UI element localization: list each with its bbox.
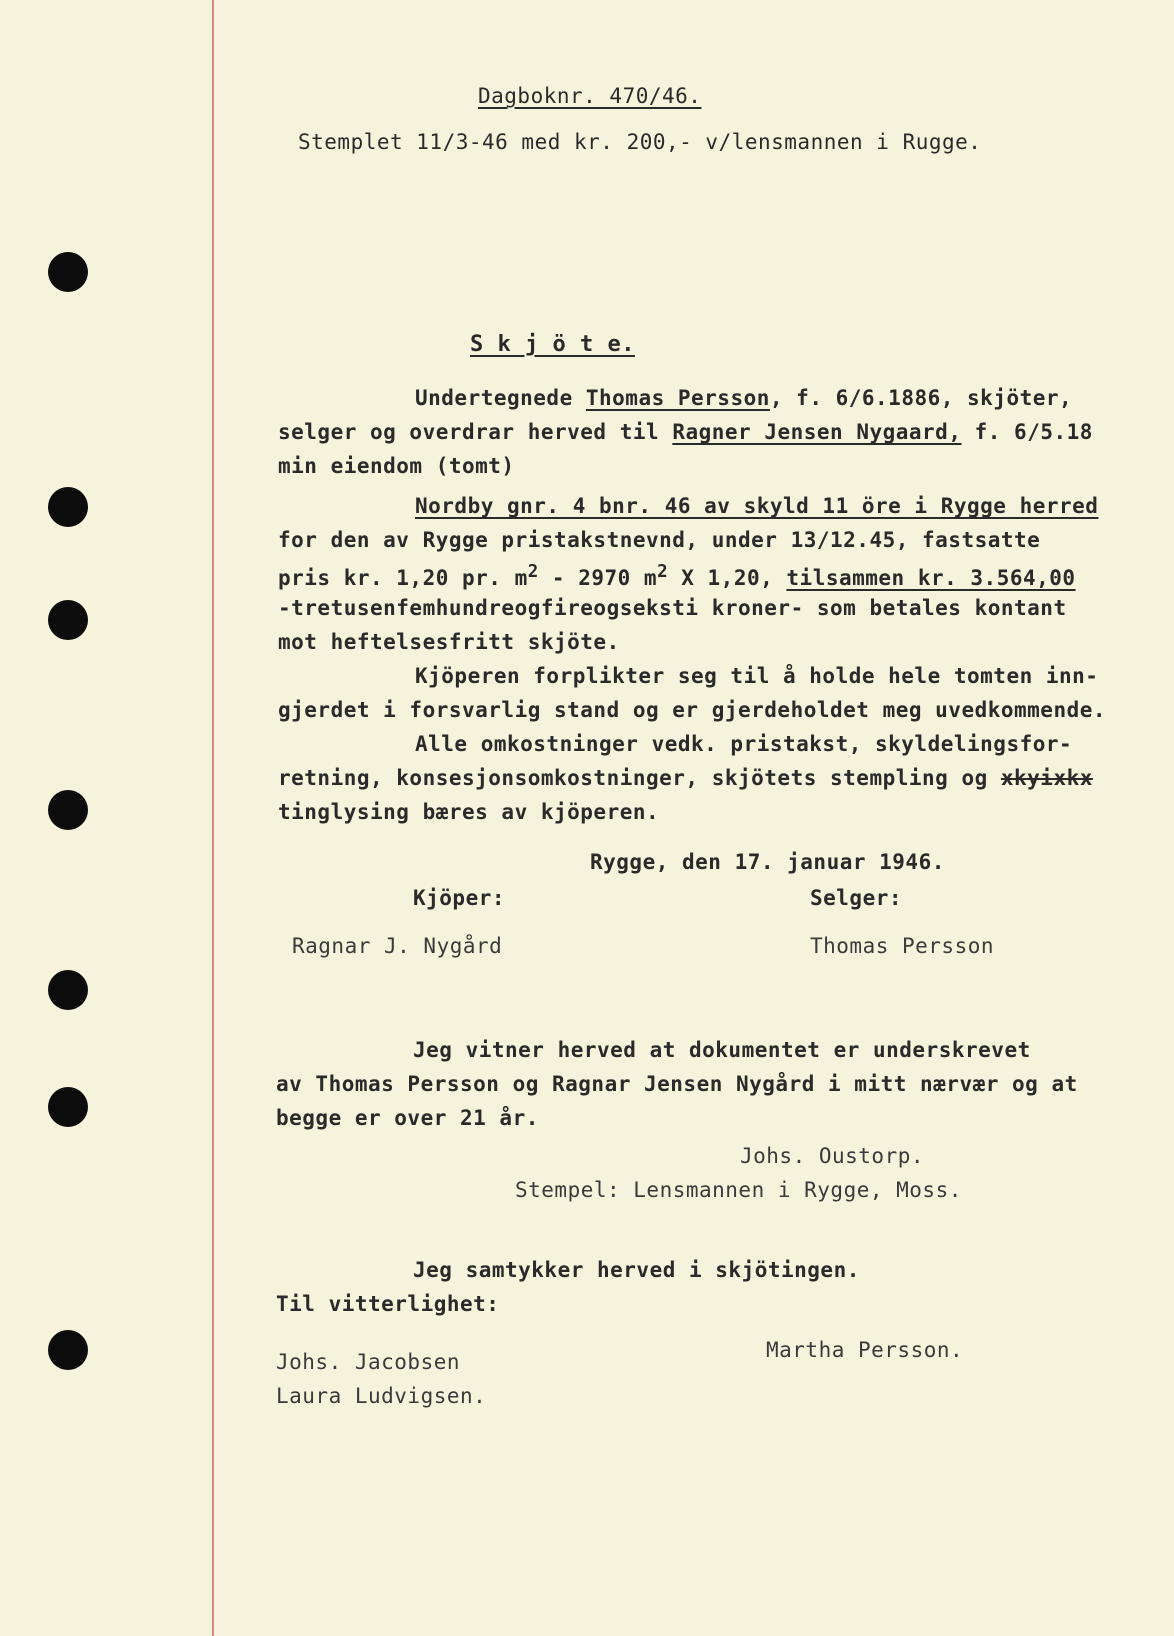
deed-line: Alle omkostninger vedk. pristakst, skyldelingsfor- [415,732,1073,756]
punch-hole [48,487,88,527]
stamp-line: Stemplet 11/3-46 med kr. 200,- v/lensmannen i Rugge. [298,130,982,154]
attest-label: Til vitterlighet: [276,1292,500,1316]
buyer-signature: Ragnar J. Nygård [292,934,503,958]
consent-line: Jeg samtykker herved i skjötingen. [413,1258,860,1282]
deed-line: gjerdet i forsvarlig stand og er gjerdeholdet meg uvedkommende. [278,698,1107,722]
buyer-name: Ragner Jensen Nygaard, [672,420,962,444]
margin-line [212,0,214,1636]
journal-number: Dagboknr. 470/46. [478,84,702,108]
seller-signature: Thomas Persson [810,934,995,958]
punch-hole [48,1087,88,1127]
deed-line: min eiendom (tomt) [278,454,515,478]
deed-title: S k j ö t e. [470,332,635,357]
punch-hole [48,790,88,830]
deed-line: for den av Rygge pristakstnevnd, under 13/12.45, fastsatte [278,528,1041,552]
deed-line: -tretusenfemhundreogfireogseksti kroner- som betales kontant [278,596,1067,620]
witness-line: Jeg vitner herved at dokumentet er underskrevet [413,1038,1031,1062]
attest-witness: Laura Ludvigsen. [276,1384,487,1408]
seller-label: Selger: [810,886,903,910]
witness-line: begge er over 21 år. [276,1106,539,1130]
buyer-label: Kjöper: [413,886,506,910]
deed-line: Undertegnede Thomas Persson, f. 6/6.1886, skjöter, [415,386,1073,410]
deed-line: retning, konsesjonsomkostninger, skjötets stempling og xkyixkx [278,766,1093,790]
punch-hole [48,1330,88,1370]
official-stamp: Stempel: Lensmannen i Rygge, Moss. [515,1178,962,1202]
deed-line: Kjöperen forplikter seg til å holde hele tomten inn- [415,664,1099,688]
deed-line: mot heftelsesfritt skjöte. [278,630,620,654]
punch-hole [48,970,88,1010]
witness-line: av Thomas Persson og Ragnar Jensen Nygård i mitt nærvær og at [276,1072,1078,1096]
witness-signature: Johs. Oustorp. [740,1144,925,1168]
struck-text: xkyixkx [1000,766,1093,790]
punch-hole [48,600,88,640]
punch-hole [48,252,88,292]
deed-line: tinglysing bæres av kjöperen. [278,800,660,824]
price-total: tilsammen kr. 3.564,00 [786,566,1076,590]
seller-name: Thomas Persson [585,386,770,410]
spouse-signature: Martha Persson. [766,1338,964,1362]
attest-witness: Johs. Jacobsen [276,1350,461,1374]
property-description: Nordby gnr. 4 bnr. 46 av skyld 11 öre i Rygge herred [415,494,1099,518]
deed-line: selger og overdrar herved til Ragner Jensen Nygaard, f. 6/5.18 [278,420,1093,444]
place-date: Rygge, den 17. januar 1946. [590,850,945,874]
price-line: pris kr. 1,20 pr. $m^2 - 2970$ $m^2$ X 1,20, tilsammen kr. 3.564,00 [278,562,1076,590]
